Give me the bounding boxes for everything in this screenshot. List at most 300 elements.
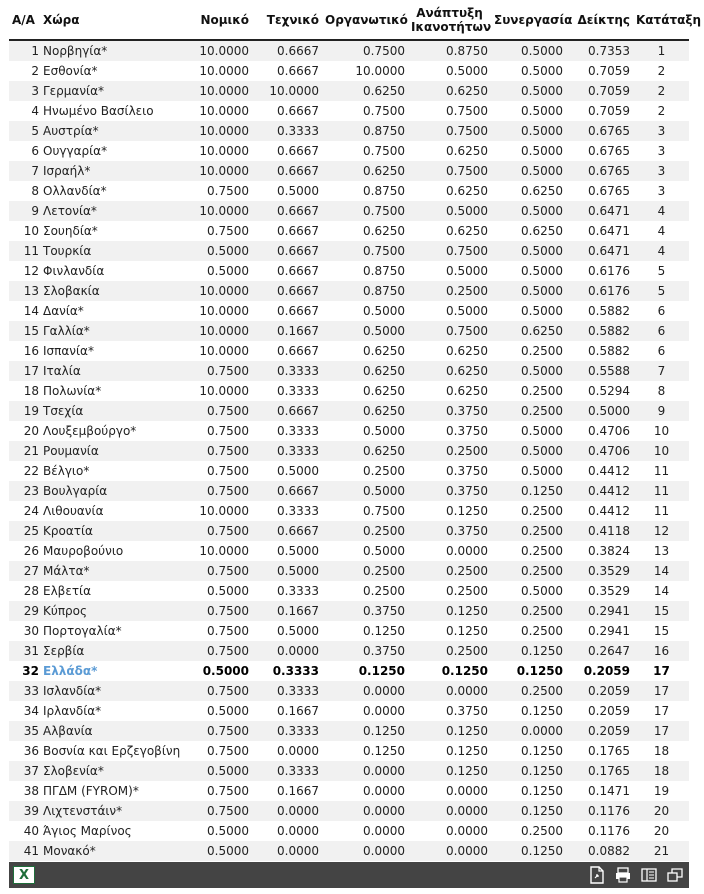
row-number: 2 bbox=[9, 61, 41, 81]
header-techniko[interactable]: Τεχνικό bbox=[266, 12, 319, 27]
row-techniko: 0.6667 bbox=[253, 161, 323, 181]
row-anaptyxi: 0.1250 bbox=[409, 761, 492, 781]
table-row[interactable] bbox=[9, 221, 689, 241]
row-katataxi: 16 bbox=[634, 641, 689, 661]
row-organotiko: 0.0000 bbox=[323, 681, 409, 701]
table-row[interactable] bbox=[9, 421, 689, 441]
row-anaptyxi: 0.6250 bbox=[409, 381, 492, 401]
table-row[interactable] bbox=[9, 401, 689, 421]
row-country: Φινλανδία bbox=[41, 261, 196, 281]
row-katataxi: 20 bbox=[634, 801, 689, 821]
row-katataxi: 11 bbox=[634, 481, 689, 501]
row-country: Ισλανδία* bbox=[41, 681, 196, 701]
row-katataxi: 18 bbox=[634, 741, 689, 761]
row-deiktis: 0.2941 bbox=[567, 601, 634, 621]
header-country[interactable]: Χώρα bbox=[43, 12, 80, 27]
row-deiktis: 0.2059 bbox=[567, 681, 634, 701]
table-row[interactable] bbox=[9, 841, 689, 861]
row-synergasia: 0.5000 bbox=[492, 61, 567, 81]
row-country: Ισπανία* bbox=[41, 341, 196, 361]
row-country: Γαλλία* bbox=[41, 321, 196, 341]
row-country: Νορβηγία* bbox=[41, 40, 196, 61]
row-synergasia: 0.2500 bbox=[492, 381, 567, 401]
row-katataxi: 20 bbox=[634, 821, 689, 841]
row-synergasia: 0.2500 bbox=[492, 541, 567, 561]
row-nomiko: 10.0000 bbox=[196, 121, 253, 141]
table-row[interactable] bbox=[9, 201, 689, 221]
row-techniko: 10.0000 bbox=[253, 81, 323, 101]
row-nomiko: 10.0000 bbox=[196, 161, 253, 181]
columns-icon[interactable] bbox=[639, 866, 659, 884]
row-anaptyxi: 0.5000 bbox=[409, 301, 492, 321]
table-row[interactable] bbox=[9, 341, 689, 361]
table-row[interactable] bbox=[9, 361, 689, 381]
row-synergasia: 0.1250 bbox=[492, 841, 567, 861]
table-row[interactable] bbox=[9, 441, 689, 461]
table-row[interactable] bbox=[9, 241, 689, 261]
row-techniko: 0.3333 bbox=[253, 441, 323, 461]
row-deiktis: 0.1471 bbox=[567, 781, 634, 801]
table-row[interactable] bbox=[9, 301, 689, 321]
row-anaptyxi: 0.2500 bbox=[409, 561, 492, 581]
row-anaptyxi: 0.3750 bbox=[409, 401, 492, 421]
print-icon-shape bbox=[615, 867, 631, 883]
row-techniko: 0.6667 bbox=[253, 201, 323, 221]
row-synergasia: 0.5000 bbox=[492, 301, 567, 321]
header-aa[interactable]: Α/Α bbox=[12, 12, 35, 27]
table-row[interactable] bbox=[9, 641, 689, 661]
row-country: Βέλγιο* bbox=[41, 461, 196, 481]
row-organotiko: 0.8750 bbox=[323, 261, 409, 281]
row-deiktis: 0.6176 bbox=[567, 281, 634, 301]
row-number: 37 bbox=[9, 761, 41, 781]
row-anaptyxi: 0.6250 bbox=[409, 361, 492, 381]
row-techniko: 0.6667 bbox=[253, 481, 323, 501]
row-techniko: 0.5000 bbox=[253, 461, 323, 481]
row-country: Αυστρία* bbox=[41, 121, 196, 141]
row-deiktis: 0.1176 bbox=[567, 801, 634, 821]
row-organotiko: 0.2500 bbox=[323, 561, 409, 581]
table-row[interactable] bbox=[9, 501, 689, 521]
row-nomiko: 0.5000 bbox=[196, 761, 253, 781]
header-row bbox=[9, 0, 689, 40]
row-techniko: 0.6667 bbox=[253, 40, 323, 61]
row-number: 32 bbox=[9, 661, 41, 681]
row-deiktis: 0.5000 bbox=[567, 401, 634, 421]
row-techniko: 0.3333 bbox=[253, 381, 323, 401]
row-nomiko: 10.0000 bbox=[196, 81, 253, 101]
row-katataxi: 17 bbox=[634, 681, 689, 701]
row-country: Λιχτενστάιν* bbox=[41, 801, 196, 821]
row-deiktis: 0.2059 bbox=[567, 721, 634, 741]
row-organotiko: 0.0000 bbox=[323, 841, 409, 861]
table-row[interactable] bbox=[9, 121, 689, 141]
row-katataxi: 18 bbox=[634, 761, 689, 781]
row-synergasia: 0.6250 bbox=[492, 181, 567, 201]
row-number: 26 bbox=[9, 541, 41, 561]
row-number: 25 bbox=[9, 521, 41, 541]
row-anaptyxi: 0.0000 bbox=[409, 541, 492, 561]
row-katataxi: 3 bbox=[634, 141, 689, 161]
row-deiktis: 0.0882 bbox=[567, 841, 634, 861]
row-synergasia: 0.5000 bbox=[492, 161, 567, 181]
row-deiktis: 0.2059 bbox=[567, 661, 634, 681]
row-deiktis: 0.1176 bbox=[567, 821, 634, 841]
row-number: 16 bbox=[9, 341, 41, 361]
row-synergasia: 0.5000 bbox=[492, 421, 567, 441]
row-deiktis: 0.5882 bbox=[567, 321, 634, 341]
table-row[interactable] bbox=[9, 741, 689, 761]
row-deiktis: 0.5294 bbox=[567, 381, 634, 401]
table-row[interactable] bbox=[9, 181, 689, 201]
row-synergasia: 0.5000 bbox=[492, 40, 567, 61]
row-katataxi: 21 bbox=[634, 841, 689, 861]
row-number: 33 bbox=[9, 681, 41, 701]
row-anaptyxi: 0.1250 bbox=[409, 721, 492, 741]
row-anaptyxi: 0.6250 bbox=[409, 341, 492, 361]
row-synergasia: 0.5000 bbox=[492, 201, 567, 221]
row-synergasia: 0.2500 bbox=[492, 821, 567, 841]
row-anaptyxi: 0.0000 bbox=[409, 681, 492, 701]
row-nomiko: 0.7500 bbox=[196, 741, 253, 761]
row-organotiko: 0.8750 bbox=[323, 121, 409, 141]
row-country: Ιρλανδία* bbox=[41, 701, 196, 721]
row-number: 3 bbox=[9, 81, 41, 101]
table-row[interactable] bbox=[9, 561, 689, 581]
row-number: 8 bbox=[9, 181, 41, 201]
row-number: 24 bbox=[9, 501, 41, 521]
row-nomiko: 0.7500 bbox=[196, 721, 253, 741]
row-organotiko: 0.6250 bbox=[323, 81, 409, 101]
table-row[interactable] bbox=[9, 681, 689, 701]
row-country: Εσθονία* bbox=[41, 61, 196, 81]
row-country: Ελβετία bbox=[41, 581, 196, 601]
table-row[interactable] bbox=[9, 481, 689, 501]
header-deiktis[interactable]: Δείκτης bbox=[577, 12, 630, 27]
row-organotiko: 0.6250 bbox=[323, 161, 409, 181]
row-number: 34 bbox=[9, 701, 41, 721]
row-techniko: 0.6667 bbox=[253, 281, 323, 301]
row-synergasia: 0.1250 bbox=[492, 641, 567, 661]
row-number: 4 bbox=[9, 101, 41, 121]
row-techniko: 0.6667 bbox=[253, 521, 323, 541]
table-header bbox=[9, 0, 701, 40]
row-katataxi: 13 bbox=[634, 541, 689, 561]
table-toolbar bbox=[9, 862, 689, 888]
row-synergasia: 0.1250 bbox=[492, 741, 567, 761]
row-nomiko: 10.0000 bbox=[196, 201, 253, 221]
row-katataxi: 17 bbox=[634, 701, 689, 721]
row-organotiko: 10.0000 bbox=[323, 61, 409, 81]
row-organotiko: 0.1250 bbox=[323, 721, 409, 741]
row-deiktis: 0.6471 bbox=[567, 241, 634, 261]
row-nomiko: 0.7500 bbox=[196, 361, 253, 381]
row-organotiko: 0.7500 bbox=[323, 501, 409, 521]
row-synergasia: 0.5000 bbox=[492, 121, 567, 141]
header-nomiko[interactable]: Νομικό bbox=[200, 12, 249, 27]
popout-icon[interactable] bbox=[665, 866, 685, 884]
table-row[interactable] bbox=[9, 61, 689, 81]
row-nomiko: 10.0000 bbox=[196, 501, 253, 521]
row-number: 22 bbox=[9, 461, 41, 481]
row-synergasia: 0.5000 bbox=[492, 461, 567, 481]
row-nomiko: 10.0000 bbox=[196, 381, 253, 401]
row-techniko: 0.0000 bbox=[253, 841, 323, 861]
row-synergasia: 0.5000 bbox=[492, 281, 567, 301]
row-number: 29 bbox=[9, 601, 41, 621]
row-number: 19 bbox=[9, 401, 41, 421]
row-organotiko: 0.0000 bbox=[323, 701, 409, 721]
row-country: Γερμανία* bbox=[41, 81, 196, 101]
row-nomiko: 0.5000 bbox=[196, 661, 253, 681]
row-country: Αλβανία bbox=[41, 721, 196, 741]
row-techniko: 0.6667 bbox=[253, 101, 323, 121]
table-row[interactable] bbox=[9, 661, 689, 681]
row-anaptyxi: 0.3750 bbox=[409, 521, 492, 541]
row-number: 5 bbox=[9, 121, 41, 141]
row-deiktis: 0.6765 bbox=[567, 141, 634, 161]
row-katataxi: 8 bbox=[634, 381, 689, 401]
row-organotiko: 0.6250 bbox=[323, 401, 409, 421]
row-anaptyxi: 0.6250 bbox=[409, 141, 492, 161]
row-katataxi: 4 bbox=[634, 201, 689, 221]
row-number: 27 bbox=[9, 561, 41, 581]
row-nomiko: 0.7500 bbox=[196, 561, 253, 581]
table-row[interactable] bbox=[9, 81, 689, 101]
table-row[interactable] bbox=[9, 761, 689, 781]
row-organotiko: 0.1250 bbox=[323, 741, 409, 761]
table-row[interactable] bbox=[9, 521, 689, 541]
table-row[interactable] bbox=[9, 461, 689, 481]
row-organotiko: 0.7500 bbox=[323, 141, 409, 161]
export-icon[interactable] bbox=[587, 866, 607, 884]
row-nomiko: 10.0000 bbox=[196, 40, 253, 61]
row-number: 41 bbox=[9, 841, 41, 861]
header-organotiko[interactable]: Οργανωτικό bbox=[325, 12, 408, 27]
row-synergasia: 0.2500 bbox=[492, 401, 567, 421]
row-anaptyxi: 0.3750 bbox=[409, 481, 492, 501]
row-katataxi: 6 bbox=[634, 321, 689, 341]
header-anaptyxi[interactable]: Ανάπτυξη Ικανοτήτων bbox=[411, 5, 492, 34]
row-deiktis: 0.3529 bbox=[567, 581, 634, 601]
row-katataxi: 5 bbox=[634, 261, 689, 281]
row-number: 13 bbox=[9, 281, 41, 301]
row-deiktis: 0.4706 bbox=[567, 441, 634, 461]
row-country: Τσεχία bbox=[41, 401, 196, 421]
row-organotiko: 0.0000 bbox=[323, 761, 409, 781]
row-number: 28 bbox=[9, 581, 41, 601]
row-anaptyxi: 0.1250 bbox=[409, 601, 492, 621]
row-organotiko: 0.2500 bbox=[323, 461, 409, 481]
row-synergasia: 0.2500 bbox=[492, 501, 567, 521]
row-organotiko: 0.1250 bbox=[323, 621, 409, 641]
row-organotiko: 0.7500 bbox=[323, 101, 409, 121]
row-anaptyxi: 0.3750 bbox=[409, 461, 492, 481]
row-nomiko: 0.7500 bbox=[196, 601, 253, 621]
row-nomiko: 10.0000 bbox=[196, 141, 253, 161]
row-techniko: 0.6667 bbox=[253, 221, 323, 241]
table-row[interactable] bbox=[9, 601, 689, 621]
row-organotiko: 0.3750 bbox=[323, 601, 409, 621]
row-katataxi: 6 bbox=[634, 301, 689, 321]
excel-icon[interactable]: X bbox=[13, 866, 35, 884]
row-synergasia: 0.5000 bbox=[492, 441, 567, 461]
table-row[interactable] bbox=[9, 281, 689, 301]
row-nomiko: 10.0000 bbox=[196, 101, 253, 121]
row-katataxi: 3 bbox=[634, 121, 689, 141]
row-country: Βουλγαρία bbox=[41, 481, 196, 501]
row-number: 36 bbox=[9, 741, 41, 761]
table-row[interactable] bbox=[9, 381, 689, 401]
row-techniko: 0.3333 bbox=[253, 361, 323, 381]
row-country: Σλοβενία* bbox=[41, 761, 196, 781]
row-synergasia: 0.1250 bbox=[492, 661, 567, 681]
row-techniko: 0.0000 bbox=[253, 821, 323, 841]
table-row[interactable] bbox=[9, 581, 689, 601]
row-organotiko: 0.0000 bbox=[323, 821, 409, 841]
row-nomiko: 0.7500 bbox=[196, 181, 253, 201]
row-techniko: 0.1667 bbox=[253, 701, 323, 721]
row-deiktis: 0.4412 bbox=[567, 501, 634, 521]
row-anaptyxi: 0.0000 bbox=[409, 841, 492, 861]
row-techniko: 0.6667 bbox=[253, 301, 323, 321]
row-anaptyxi: 0.6250 bbox=[409, 81, 492, 101]
row-techniko: 0.6667 bbox=[253, 341, 323, 361]
table-row[interactable] bbox=[9, 781, 689, 801]
row-number: 14 bbox=[9, 301, 41, 321]
row-deiktis: 0.4118 bbox=[567, 521, 634, 541]
row-synergasia: 0.2500 bbox=[492, 681, 567, 701]
row-deiktis: 0.6765 bbox=[567, 181, 634, 201]
row-nomiko: 0.5000 bbox=[196, 821, 253, 841]
row-anaptyxi: 0.2500 bbox=[409, 281, 492, 301]
row-synergasia: 0.5000 bbox=[492, 101, 567, 121]
row-deiktis: 0.5882 bbox=[567, 301, 634, 321]
row-country: Δανία* bbox=[41, 301, 196, 321]
row-anaptyxi: 0.6250 bbox=[409, 221, 492, 241]
table-row[interactable] bbox=[9, 801, 689, 821]
row-katataxi: 3 bbox=[634, 181, 689, 201]
row-anaptyxi: 0.7500 bbox=[409, 161, 492, 181]
table-row[interactable] bbox=[9, 101, 689, 121]
row-nomiko: 0.7500 bbox=[196, 801, 253, 821]
row-number: 1 bbox=[9, 40, 41, 61]
row-nomiko: 10.0000 bbox=[196, 541, 253, 561]
row-techniko: 0.3333 bbox=[253, 421, 323, 441]
row-techniko: 0.0000 bbox=[253, 801, 323, 821]
header-synergasia[interactable]: Συνεργασία bbox=[494, 12, 573, 27]
row-organotiko: 0.1250 bbox=[323, 661, 409, 681]
table-row[interactable] bbox=[9, 821, 689, 841]
print-icon[interactable] bbox=[613, 866, 633, 884]
row-synergasia: 0.1250 bbox=[492, 761, 567, 781]
row-nomiko: 10.0000 bbox=[196, 61, 253, 81]
row-country: Άγιος Μαρίνος bbox=[41, 821, 196, 841]
row-katataxi: 4 bbox=[634, 241, 689, 261]
row-katataxi: 15 bbox=[634, 601, 689, 621]
row-organotiko: 0.8750 bbox=[323, 281, 409, 301]
row-nomiko: 0.5000 bbox=[196, 701, 253, 721]
row-anaptyxi: 0.7500 bbox=[409, 241, 492, 261]
row-nomiko: 10.0000 bbox=[196, 341, 253, 361]
row-number: 30 bbox=[9, 621, 41, 641]
table-row[interactable] bbox=[9, 701, 689, 721]
row-anaptyxi: 0.1250 bbox=[409, 741, 492, 761]
row-deiktis: 0.1765 bbox=[567, 741, 634, 761]
row-country: Ολλανδία* bbox=[41, 181, 196, 201]
row-techniko: 0.0000 bbox=[253, 741, 323, 761]
row-techniko: 0.5000 bbox=[253, 561, 323, 581]
row-nomiko: 0.7500 bbox=[196, 401, 253, 421]
table-row[interactable] bbox=[9, 261, 689, 281]
row-techniko: 0.3333 bbox=[253, 681, 323, 701]
row-deiktis: 0.3529 bbox=[567, 561, 634, 581]
row-katataxi: 15 bbox=[634, 621, 689, 641]
table-row[interactable] bbox=[9, 721, 689, 741]
row-organotiko: 0.5000 bbox=[323, 481, 409, 501]
row-nomiko: 0.7500 bbox=[196, 781, 253, 801]
row-deiktis: 0.5882 bbox=[567, 341, 634, 361]
row-techniko: 0.5000 bbox=[253, 181, 323, 201]
row-country: Ουγγαρία* bbox=[41, 141, 196, 161]
row-nomiko: 0.5000 bbox=[196, 241, 253, 261]
row-country: Κροατία bbox=[41, 521, 196, 541]
row-techniko: 0.6667 bbox=[253, 241, 323, 261]
row-country: Ιταλία bbox=[41, 361, 196, 381]
row-organotiko: 0.2500 bbox=[323, 581, 409, 601]
row-deiktis: 0.4412 bbox=[567, 481, 634, 501]
table-row[interactable] bbox=[9, 541, 689, 561]
table-row[interactable] bbox=[9, 161, 689, 181]
row-synergasia: 0.1250 bbox=[492, 701, 567, 721]
row-organotiko: 0.7500 bbox=[323, 241, 409, 261]
row-anaptyxi: 0.2500 bbox=[409, 441, 492, 461]
row-organotiko: 0.6250 bbox=[323, 221, 409, 241]
row-techniko: 0.6667 bbox=[253, 401, 323, 421]
row-organotiko: 0.6250 bbox=[323, 361, 409, 381]
row-country: Σλοβακία bbox=[41, 281, 196, 301]
row-number: 39 bbox=[9, 801, 41, 821]
row-techniko: 0.6667 bbox=[253, 61, 323, 81]
row-deiktis: 0.4706 bbox=[567, 421, 634, 441]
row-country: Σουηδία* bbox=[41, 221, 196, 241]
row-techniko: 0.1667 bbox=[253, 781, 323, 801]
row-country: Βοσνία και Ερζεγοβίνη bbox=[41, 741, 196, 761]
table-row[interactable] bbox=[9, 40, 689, 61]
row-katataxi: 5 bbox=[634, 281, 689, 301]
row-anaptyxi: 0.2500 bbox=[409, 581, 492, 601]
row-synergasia: 0.5000 bbox=[492, 81, 567, 101]
table-row[interactable] bbox=[9, 321, 689, 341]
table-row[interactable] bbox=[9, 621, 689, 641]
row-deiktis: 0.4412 bbox=[567, 461, 634, 481]
row-organotiko: 0.6250 bbox=[323, 381, 409, 401]
row-katataxi: 2 bbox=[634, 101, 689, 121]
row-organotiko: 0.0000 bbox=[323, 781, 409, 801]
row-techniko: 0.3333 bbox=[253, 121, 323, 141]
row-organotiko: 0.0000 bbox=[323, 801, 409, 821]
row-number: 38 bbox=[9, 781, 41, 801]
row-organotiko: 0.6250 bbox=[323, 341, 409, 361]
row-katataxi: 1 bbox=[634, 40, 689, 61]
row-anaptyxi: 0.0000 bbox=[409, 821, 492, 841]
row-synergasia: 0.6250 bbox=[492, 221, 567, 241]
table-row[interactable] bbox=[9, 141, 689, 161]
row-anaptyxi: 0.1250 bbox=[409, 621, 492, 641]
row-katataxi: 6 bbox=[634, 341, 689, 361]
header-katataxi[interactable]: Κατάταξη bbox=[636, 12, 701, 27]
row-synergasia: 0.5000 bbox=[492, 241, 567, 261]
